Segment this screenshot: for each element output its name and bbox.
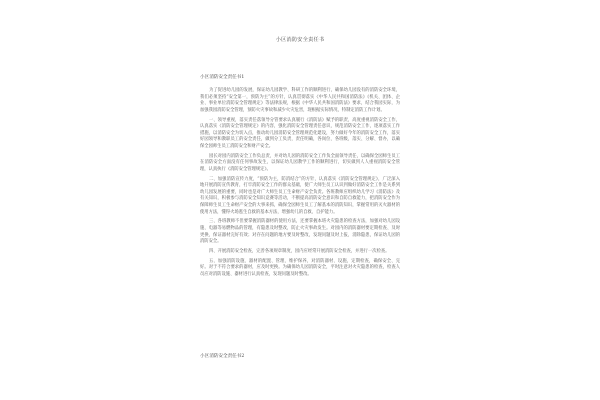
paragraph-5: 三、各班教师不但要掌握消防器材的使用方法，还要掌握本班火灾隐患的检查方法，加强对幼儿园设施、电器等易燃物品的管理，有隐患及时整改，防止火灾事故发生。对园内的消防器材要定期检查、及时更换，保证器材完好有效；对存在问题的地方要及时整改，发现问题及时上报，消除隐患，保证幼儿园的消防安全。 (200, 219, 400, 245)
paragraph-3: 园长对园内消防安全工作负总责，并对幼儿园的消防安全工作负全面领导责任，以确保全园师生员工在消防安全方面没有任何事故发生，以保证幼儿园教学工作的顺利进行，切实做到人人重视消防安全管理，认真执行《消防安全管理规定》。 (200, 153, 400, 172)
page-title: 小区消防安全责任书 (275, 37, 325, 43)
section-heading-2: 小区消防安全责任书2 (200, 354, 245, 359)
paragraph-7: 五、加强消防设施、器材的配置、管理、维护保养，对消防器材、设施，定期检查，确保安全、完好。对于不符合要求的器材，应及时更换。为确保幼儿园消防安全，平时注意对火灾隐患的检查，检查人员应对消防设施、器材进行认真检查，发现问题及时整改。 (200, 258, 400, 277)
paragraph-6: 四、开展消防安全检查，完善各项规章制度，园内应经常开展消防安全检查，并进行一次检查。 (209, 249, 390, 254)
section-body-1 (200, 88, 400, 350)
paragraph-1: 为了促进幼儿园的发展，保证幼儿园教学、科研工作的顺利进行，确保幼儿园没有的消防安全环境，我们必须坚持“安全第一，预防为主”的方针，认真贯彻落实《中华人民共和国消防法》《机关、团体、企业、事业单位消防安全管理规定》等法律法规，根据《中华人民共和国消防法》要求，结合我园实际，为加强我园消防安全管理，预防火灾事故和减少火灾危害，现根据实际情况，特制定消防工作计划。 (200, 88, 400, 113)
paragraph-2: 一、领导重视，落实责任落领导分管要求认真履行《消防法》赋予的职责，高度重视消防安全工作，认真落实《消防安全管理规定》的内容，强化消防安全管理责任意识，规范消防安全工作，逐项落实工作措施，以消防安全为切入点，推动幼儿园消防安全管理规范化建设，努力做好今年的消防安全工作，落实好园领导和教职员工的安全责任，做到分工负责，责任明确，各岗位、各班级，落实、分解、督办，以确保全园师生员工消防安全和财产安全。 (200, 117, 400, 149)
paragraph-4: 二、加强消防宣传力度，“预防为主，防消结合”的方针，认真落实《消防安全管理规定》，广泛深入地开展消防宣传教育，打牢消防安全工作的群众基础，使广大师生员工认识到做好消防安全工作是关系到幼儿园发展的重要，同时也是对广大师生员工生命财产安全负责。各班教师应组织幼儿学习《消防法》及有关知识，积极参与消防安全知识竞赛等活动，不断提高消防安全意识和自防自救能力，把消防安全作为保障师生员工生命财产安全的大事来抓，确保全园师生员工了解基本的消防知识，掌握常用的灭火器材的使用方法，懂得火场逃生自救的基本方法，增强幼儿的自救、自护能力。 (200, 176, 400, 215)
section-heading-1: 小区消防安全责任书1 (200, 75, 245, 80)
